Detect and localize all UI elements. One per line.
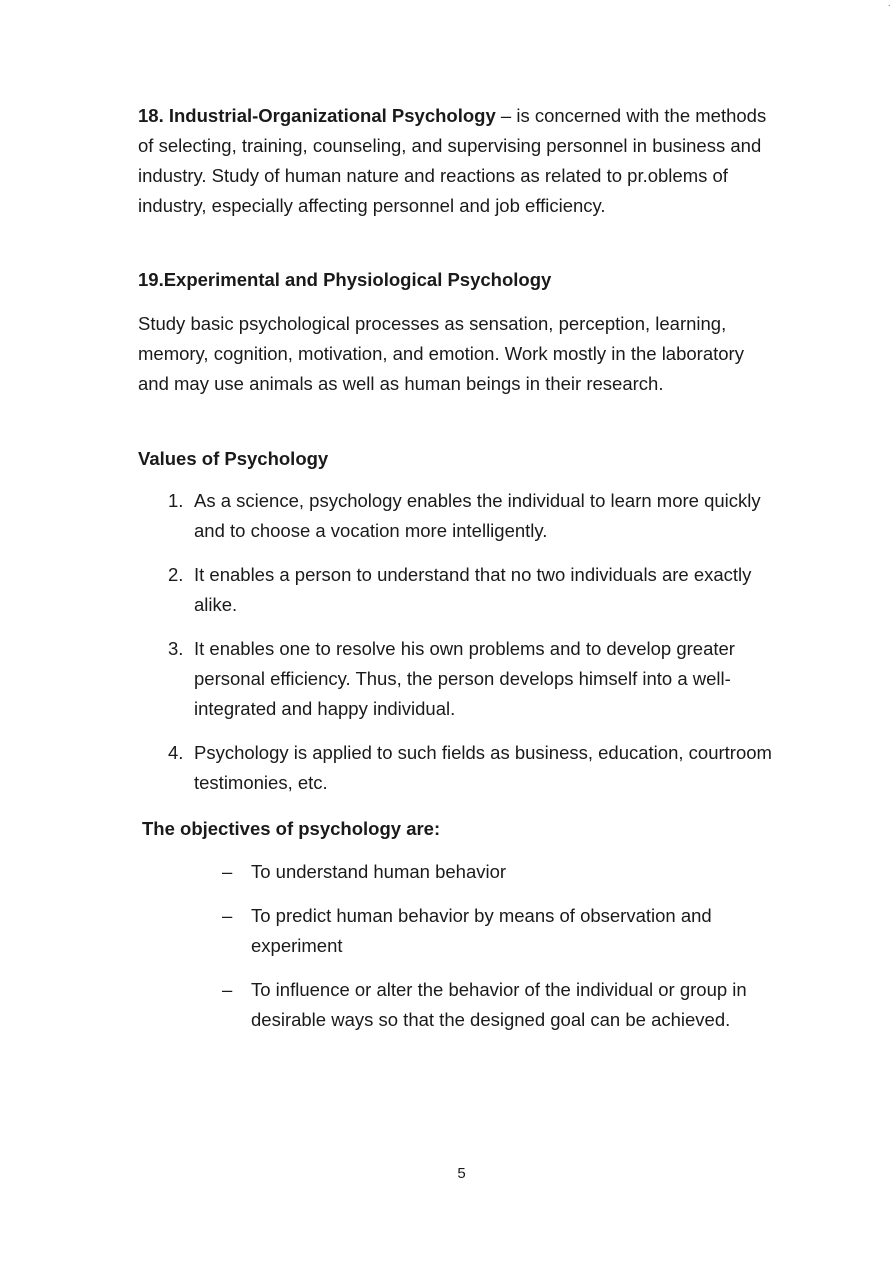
page-number: 5 (457, 1165, 466, 1182)
values-list-item (138, 634, 778, 724)
list-number: 3. (168, 638, 184, 659)
dash-bullet: – (222, 979, 233, 1000)
list-number: 2. (168, 564, 184, 585)
list-item-text: Psychology is applied to such fields as business, education, courtroom testimonies, etc. (194, 742, 772, 793)
section-19-body: Study basic psychological processes as sensation, perception, learning, memory, cognition, motivation, and emotion. Work mostly in the laboratory and may use animals as well as human beings in their research. (138, 313, 744, 394)
section-18-paragraph (138, 101, 778, 221)
objectives-list-item (222, 857, 782, 887)
dash-bullet: – (222, 861, 233, 882)
list-item-text: As a science, psychology enables the individual to learn more quickly and to choose a vocation more intelligently. (194, 490, 761, 541)
objectives-heading: The objectives of psychology are: (142, 818, 441, 839)
section-18-separator: – (495, 105, 517, 126)
section-18-heading: 18. Industrial-Organizational Psychology (138, 105, 496, 126)
list-item-text: It enables a person to understand that no two individuals are exactly alike. (194, 564, 752, 615)
dash-bullet: – (222, 905, 233, 926)
objectives-list-item (222, 901, 782, 961)
values-list-item (138, 738, 778, 798)
list-number: 1. (168, 490, 184, 511)
values-list (138, 486, 778, 812)
list-number: 4. (168, 742, 184, 763)
values-list-item (138, 560, 778, 620)
corner-mark: · (887, 0, 891, 11)
list-item-text: It enables one to resolve his own problems and to develop greater personal efficiency. Thus, the person develops himself into a well-integrated and happy individual. (194, 638, 735, 719)
values-list-item (138, 486, 778, 546)
list-item-text: To influence or alter the behavior of the individual or group in desirable ways so that the designed goal can be achieved. (251, 979, 747, 1030)
section-19-heading: 19.Experimental and Physiological Psychology (138, 269, 552, 290)
section-18-body: is concerned with the methods of selecting, training, counseling, and supervising personnel in business and industry. Study of human nature and reactions as related to pr.oblems of industry, especially affecting personnel and job efficiency. (138, 105, 767, 216)
values-heading: Values of Psychology (138, 448, 329, 469)
objectives-list (222, 857, 782, 1049)
objectives-list-item (222, 975, 782, 1035)
list-item-text: To understand human behavior (251, 861, 507, 882)
list-item-text: To predict human behavior by means of observation and experiment (251, 905, 712, 956)
